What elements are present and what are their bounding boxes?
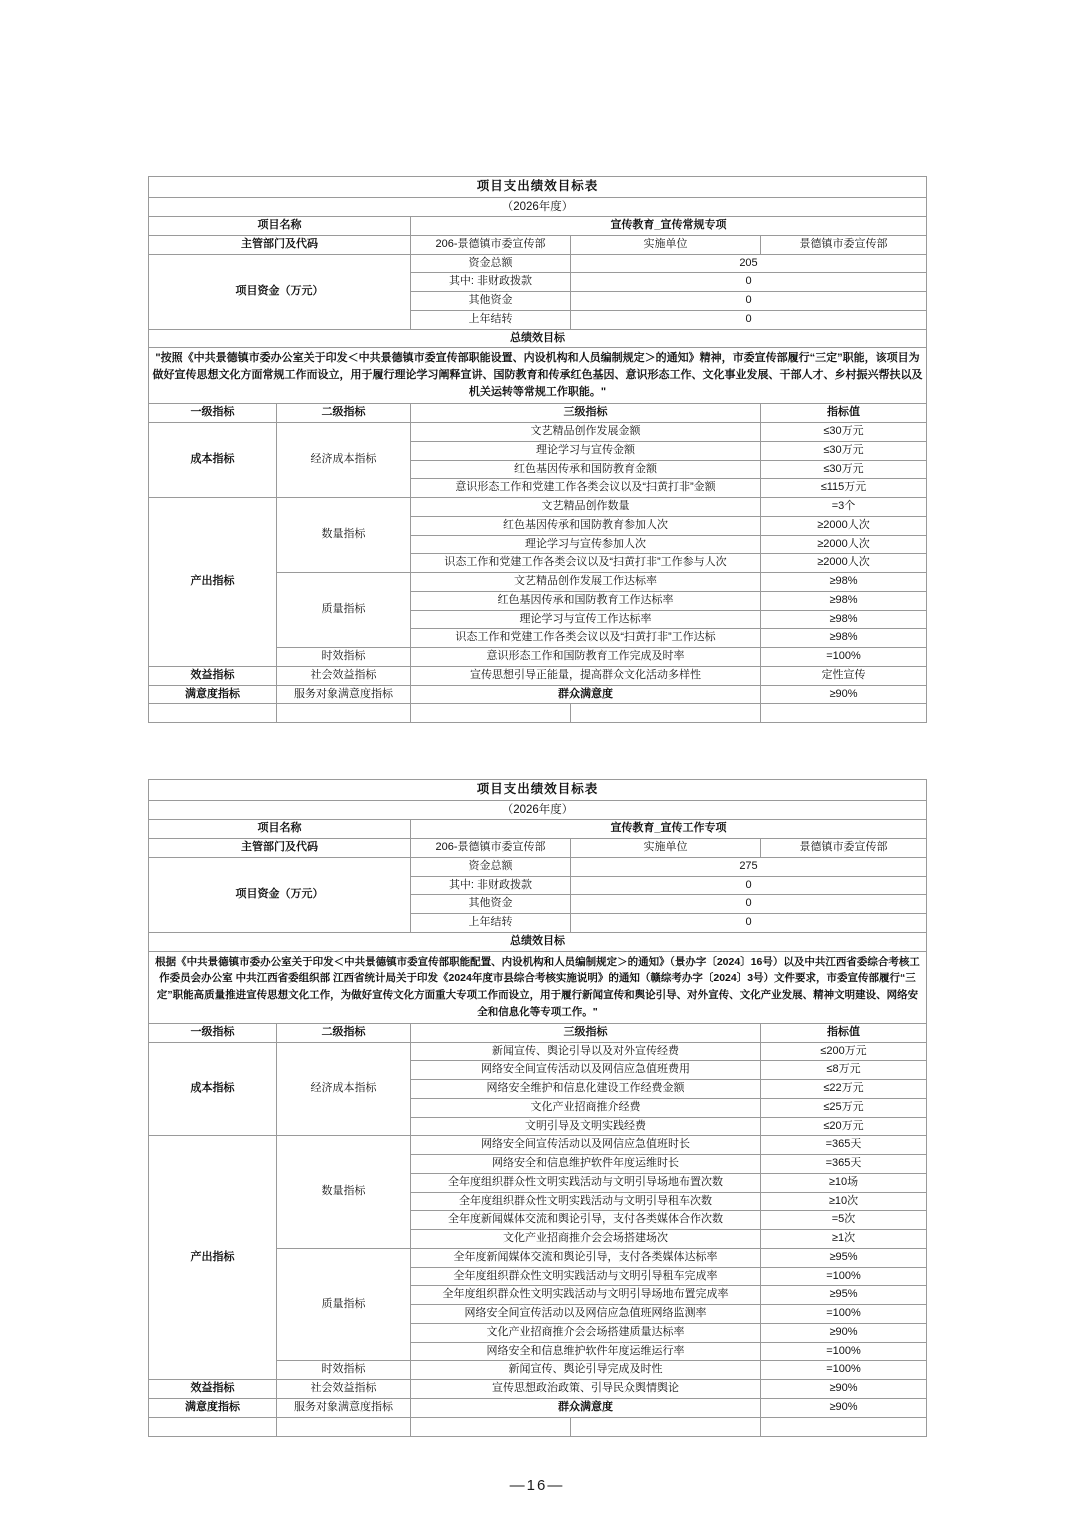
level2-social-benefit: 社会效益指标 [277,1380,411,1399]
page-number: —16— [509,1476,565,1494]
indicator-value: =365天 [761,1136,927,1155]
level3-indicator: 红色基因传承和国防教育工作达标率 [411,591,761,610]
fund-value-1: 0 [571,273,927,292]
fund-value-3: 0 [571,310,927,329]
col-header-level2: 二级指标 [277,1023,411,1042]
filler-cell [277,704,411,723]
performance-target-table-1 [148,176,926,723]
filler-cell [149,704,277,723]
indicator-value: ≤20万元 [761,1117,927,1136]
filler-cell [411,1417,571,1436]
table-row [149,1042,927,1061]
level1-benefit: 效益指标 [149,1380,277,1399]
table-title-row [149,780,927,801]
table-row [149,1398,927,1417]
level3-indicator: 网络安全维护和信息化建设工作经费金额 [411,1080,761,1099]
indicator-value: ≥10场 [761,1173,927,1192]
table-row [149,498,927,517]
level2-timeliness: 时效指标 [277,648,411,667]
performance-target-table-2 [148,779,926,1436]
level3-indicator: 新闻宣传、舆论引导完成及时性 [411,1361,761,1380]
unit-label: 实施单位 [571,839,761,858]
fund-label-1: 其中: 非财政拨款 [411,273,571,292]
level3-indicator: 理论学习与宣传金额 [411,441,761,460]
filler-cell [571,704,761,723]
indicator-value: =3个 [761,498,927,517]
table-row [149,1136,927,1155]
level3-indicator: 群众满意度 [411,685,761,704]
level2-quantity: 数量指标 [277,498,411,573]
table-row [149,1380,927,1399]
project-name-label: 项目名称 [149,217,411,236]
fund-value-1: 0 [571,876,927,895]
level3-indicator: 识态工作和党建工作各类会议以及“扫黄打非”工作达标 [411,629,761,648]
level3-indicator: 文艺精品创作数量 [411,498,761,517]
level3-indicator: 理论学习与宣传参加人次 [411,535,761,554]
indicator-header-row [149,1023,927,1042]
level2-quality: 质量指标 [277,1248,411,1361]
level3-indicator: 全年度新闻媒体交流和舆论引导，支付各类媒体合作次数 [411,1211,761,1230]
level2-timeliness: 时效指标 [277,1361,411,1380]
level3-indicator: 宣传思想引导正能量，提高群众文化活动多样性 [411,666,761,685]
indicator-value: ≥90% [761,685,927,704]
filler-cell [149,1417,277,1436]
indicator-value: =100% [761,1267,927,1286]
level1-output: 产出指标 [149,498,277,667]
level3-indicator: 全年度组织群众性文明实践活动与文明引导租车次数 [411,1192,761,1211]
filler-cell [571,1417,761,1436]
level2-quantity: 数量指标 [277,1136,411,1249]
level3-indicator: 群众满意度 [411,1398,761,1417]
overall-goal-text-row [149,348,927,404]
project-name-value: 宣传教育_宣传常规专项 [411,217,927,236]
level1-cost: 成本指标 [149,423,277,498]
indicator-value: ≥98% [761,591,927,610]
level3-indicator: 网络安全和信息维护软件年度运维运行率 [411,1342,761,1361]
dept-value: 206-景德镇市委宣传部 [411,235,571,254]
col-header-value: 指标值 [761,1023,927,1042]
level1-benefit: 效益指标 [149,666,277,685]
fund-label-1: 其中: 非财政拨款 [411,876,571,895]
fund-label-0: 资金总额 [411,857,571,876]
fund-value-0: 275 [571,857,927,876]
overall-goal-text: "按照《中共景德镇市委办公室关于印发＜中共景德镇市委宣传部职能设置、内设机构和人员编制规定＞的通知》精神，市委宣传部履行“三定”职能，该项目为做好宣传思想文化方面常规工作而设立，用于履行理论学习阐释宣讲、国防教育和传承红色基因、意识形态工作、文化事业发展、干部人才、乡村振兴帮扶以及机关运转等常规工作职能。" [149,348,927,404]
overall-goal-label: 总绩效目标 [149,932,927,951]
unit-value: 景德镇市委宣传部 [761,235,927,254]
level1-output: 产出指标 [149,1136,277,1380]
fund-label-0: 资金总额 [411,254,571,273]
level3-indicator: 全年度组织群众性文明实践活动与文明引导场地布置次数 [411,1173,761,1192]
indicator-value: ≥98% [761,573,927,592]
level2-service-satisfaction: 服务对象满意度指标 [277,1398,411,1417]
indicator-value: ≥2000人次 [761,516,927,535]
fund-value-2: 0 [571,895,927,914]
table-title: 项目支出绩效目标表 [149,780,927,801]
level3-indicator: 红色基因传承和国防教育参加人次 [411,516,761,535]
fund-label-3: 上年结转 [411,914,571,933]
level2-social-benefit: 社会效益指标 [277,666,411,685]
indicator-value: =5次 [761,1211,927,1230]
level1-cost: 成本指标 [149,1042,277,1136]
table-year: （2026年度） [149,197,927,216]
level3-indicator: 新闻宣传、舆论引导以及对外宣传经费 [411,1042,761,1061]
table-title: 项目支出绩效目标表 [149,177,927,198]
indicator-value: =100% [761,1305,927,1324]
col-header-level3: 三级指标 [411,1023,761,1042]
level1-satisfaction: 满意度指标 [149,685,277,704]
table-filler-row [149,704,927,723]
overall-goal-label-row [149,329,927,348]
indicator-value: ≥98% [761,610,927,629]
project-name-row [149,820,927,839]
table-row [149,423,927,442]
fund-label-2: 其他资金 [411,895,571,914]
level3-indicator: 网络安全和信息维护软件年度运维时长 [411,1155,761,1174]
col-header-value: 指标值 [761,404,927,423]
indicator-value: ≥1次 [761,1230,927,1249]
fund-row [149,857,927,876]
level3-indicator: 文艺精品创作发展工作达标率 [411,573,761,592]
overall-goal-label: 总绩效目标 [149,329,927,348]
level3-indicator: 文化产业招商推介会会场搭建场次 [411,1230,761,1249]
indicator-value: ≥2000人次 [761,554,927,573]
level2-quality: 质量指标 [277,573,411,648]
indicator-value: ≥2000人次 [761,535,927,554]
level3-indicator: 红色基因传承和国防教育金额 [411,460,761,479]
table-year-row [149,801,927,820]
project-name-row [149,217,927,236]
level3-indicator: 理论学习与宣传工作达标率 [411,610,761,629]
level3-indicator: 全年度新闻媒体交流和舆论引导，支付各类媒体达标率 [411,1248,761,1267]
indicator-value: ≥90% [761,1380,927,1399]
indicator-value: =100% [761,1361,927,1380]
indicator-value: ≤30万元 [761,441,927,460]
table-title-row [149,177,927,198]
fund-row [149,254,927,273]
indicator-value: ≥90% [761,1323,927,1342]
level3-indicator: 全年度组织群众性文明实践活动与文明引导场地布置完成率 [411,1286,761,1305]
indicator-value: ≥10次 [761,1192,927,1211]
indicator-value: =365天 [761,1155,927,1174]
fund-value-3: 0 [571,914,927,933]
level3-indicator: 文化产业招商推介会会场搭建质量达标率 [411,1323,761,1342]
table-row [149,666,927,685]
indicator-value: ≥95% [761,1248,927,1267]
indicator-header-row [149,404,927,423]
level2-economic-cost: 经济成本指标 [277,1042,411,1136]
level3-indicator: 宣传思想政治政策、引导民众舆情舆论 [411,1380,761,1399]
fund-label-3: 上年结转 [411,310,571,329]
funds-label: 项目资金（万元） [149,857,411,932]
indicator-value: ≤25万元 [761,1098,927,1117]
dept-row [149,839,927,858]
indicator-value: ≥95% [761,1286,927,1305]
level3-indicator: 意识形态工作和党建工作各类会议以及“扫黄打非”金额 [411,479,761,498]
level3-indicator: 文化产业招商推介经费 [411,1098,761,1117]
overall-goal-label-row [149,932,927,951]
level3-indicator: 文明引导及文明实践经费 [411,1117,761,1136]
indicator-value: 定性宣传 [761,666,927,685]
dept-label: 主管部门及代码 [149,839,411,858]
col-header-level3: 三级指标 [411,404,761,423]
dept-label: 主管部门及代码 [149,235,411,254]
level3-indicator: 网络安全间宣传活动以及网信应急值班时长 [411,1136,761,1155]
overall-goal-text-row [149,951,927,1023]
indicator-value: ≤115万元 [761,479,927,498]
level3-indicator: 网络安全间宣传活动以及网信应急值班费用 [411,1061,761,1080]
table-row [149,685,927,704]
level3-indicator: 识态工作和党建工作各类会议以及“扫黄打非”工作参与人次 [411,554,761,573]
project-name-value: 宣传教育_宣传工作专项 [411,820,927,839]
col-header-level2: 二级指标 [277,404,411,423]
level2-service-satisfaction: 服务对象满意度指标 [277,685,411,704]
col-header-level1: 一级指标 [149,404,277,423]
project-name-label: 项目名称 [149,820,411,839]
level3-indicator: 文艺精品创作发展金额 [411,423,761,442]
filler-cell [411,704,571,723]
funds-label: 项目资金（万元） [149,254,411,329]
col-header-level1: 一级指标 [149,1023,277,1042]
level1-satisfaction: 满意度指标 [149,1398,277,1417]
indicator-value: ≤22万元 [761,1080,927,1099]
overall-goal-text: 根据《中共景德镇市委办公室关于印发＜中共景德镇市委宣传部职能配置、内设机构和人员编制规定＞的通知》（景办字〔2024〕16号）以及中共江西省委综合考核工作委员会办公室 中共江西省委组织部 江西省统计局关于印发《2024年度市县综合考核实施说明》的通知（赣综考办字〔2024〕3号）文件要求，市委宣传部履行“三定”职能高质量推进宣传思想文化工作，为做好宣传文化方面重大专项工作而设立，用于履行新闻宣传和舆论引导、对外宣传、文化产业发展、精神文明建设、网络安全和信息化等专项工作。" [149,951,927,1023]
table-gap [148,723,926,779]
unit-value: 景德镇市委宣传部 [761,839,927,858]
filler-cell [277,1417,411,1436]
dept-row [149,235,927,254]
indicator-value: ≤200万元 [761,1042,927,1061]
filler-cell [761,1417,927,1436]
unit-label: 实施单位 [571,235,761,254]
indicator-value: ≤8万元 [761,1061,927,1080]
indicator-value: ≤30万元 [761,423,927,442]
indicator-value: ≥90% [761,1398,927,1417]
fund-label-2: 其他资金 [411,292,571,311]
indicator-value: =100% [761,648,927,667]
fund-value-0: 205 [571,254,927,273]
indicator-value: ≤30万元 [761,460,927,479]
level2-economic-cost: 经济成本指标 [277,423,411,498]
level3-indicator: 全年度组织群众性文明实践活动与文明引导租车完成率 [411,1267,761,1286]
level3-indicator: 意识形态工作和国防教育工作完成及时率 [411,648,761,667]
indicator-value: =100% [761,1342,927,1361]
table-year: （2026年度） [149,801,927,820]
dept-value: 206-景德镇市委宣传部 [411,839,571,858]
table-filler-row [149,1417,927,1436]
indicator-value: ≥98% [761,629,927,648]
table-year-row [149,197,927,216]
fund-value-2: 0 [571,292,927,311]
level3-indicator: 网络安全间宣传活动以及网信应急值班网络监测率 [411,1305,761,1324]
filler-cell [761,704,927,723]
